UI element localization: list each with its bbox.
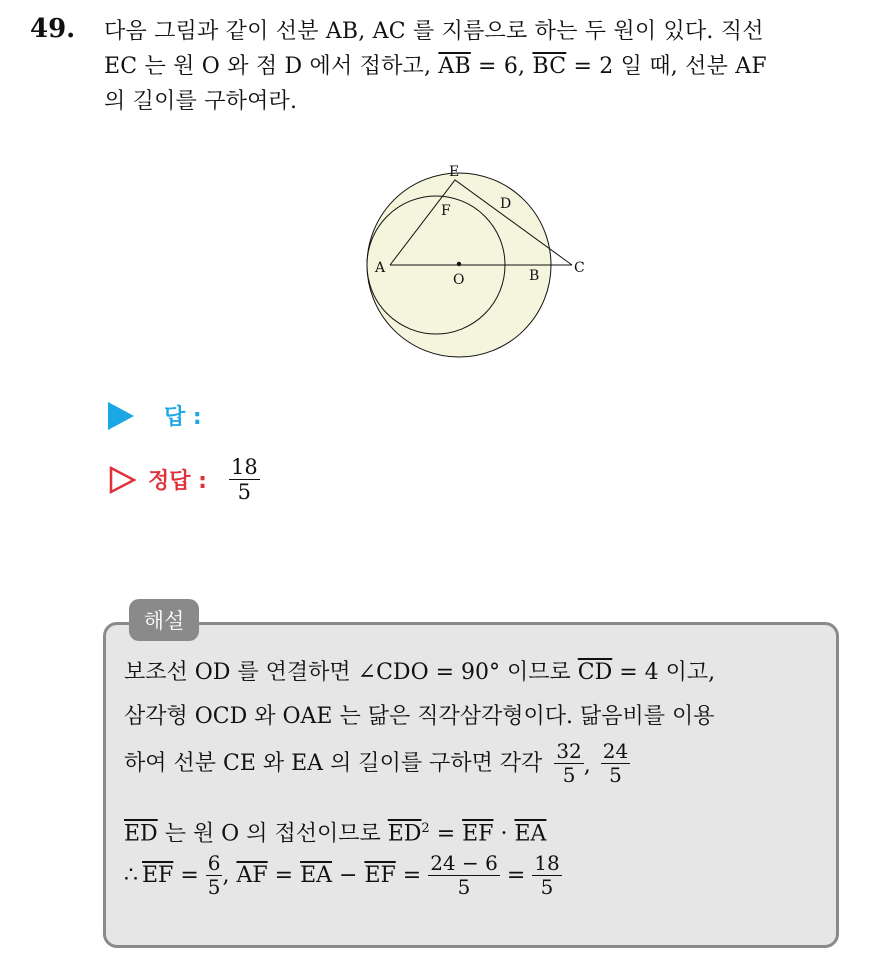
segment-ea-2: $\overline{EA}$ <box>300 862 333 888</box>
sol-eq3: = <box>395 862 429 888</box>
segment-ef-2: $\overline{EF}$ <box>142 862 174 888</box>
question-line-3: 의 길이를 구하여라. <box>104 89 298 114</box>
label-c: C <box>574 260 585 276</box>
fraction-24-5 <box>601 740 630 787</box>
sol-comma-2: , <box>222 862 237 888</box>
segment-ed: $\overline{ED}$ <box>124 821 158 847</box>
segment-af: $\overline{AF}$ <box>236 862 268 888</box>
solution-line-5 <box>124 852 562 899</box>
answer-label: 답 : <box>164 405 202 430</box>
solution-line-2: 삼각형 OCD 와 OAE 는 닮은 직각삼각형이다. 닮음비를 이용 <box>124 704 715 729</box>
question-text <box>104 14 864 119</box>
label-d: D <box>500 196 512 212</box>
sol-minus: − <box>332 862 365 888</box>
frac3-den: 5 <box>207 875 221 899</box>
question-line-1: 다음 그림과 같이 선분 AB, AC 를 지름으로 하는 두 원이 있다. 직선 <box>104 19 764 44</box>
frac1-den: 5 <box>562 763 576 787</box>
sol-comma: , <box>583 753 591 778</box>
sol-l4-a: 는 원 O 의 접선이므로 <box>157 821 388 847</box>
frac4-den: 5 <box>457 875 471 899</box>
sol-l4-b: = <box>429 821 463 847</box>
sol-l4-dot: · <box>493 821 515 847</box>
therefore-symbol: ∴ <box>124 862 138 888</box>
solution-line-4 <box>124 814 546 849</box>
segment-bc: $\overline{BC}$ <box>532 54 567 79</box>
segment-ed-2: $\overline{ED}$ <box>387 821 422 847</box>
correct-fraction <box>229 455 260 504</box>
sol-eq1: = <box>173 862 206 888</box>
solution-line-3 <box>124 740 630 787</box>
frac4-num: 24 − 6 <box>430 851 498 875</box>
correct-answer-row <box>108 455 260 504</box>
answer-row <box>108 400 202 431</box>
segment-ef: $\overline{EF}$ <box>462 821 494 847</box>
frac2-den: 5 <box>609 763 622 787</box>
correct-label: 정답 : <box>148 469 207 495</box>
segment-ef-3: $\overline{EF}$ <box>364 862 396 888</box>
frac2-num: 24 <box>602 739 629 763</box>
question-line-2a: EC 는 원 O 와 점 D 에서 접하고, <box>104 54 439 79</box>
eq-2: = 2 일 때, 선분 AF <box>566 54 767 79</box>
solution-tag: 해설 <box>129 599 199 641</box>
frac1-num: 32 <box>556 739 582 763</box>
label-a: A <box>375 260 386 276</box>
geometry-svg <box>366 160 596 365</box>
label-b: B <box>529 268 540 284</box>
question-line-2 <box>104 49 864 84</box>
correct-numerator: 18 <box>230 455 258 479</box>
label-o: O <box>453 272 465 288</box>
correct-denominator: 5 <box>237 480 252 505</box>
sol-eq4: = <box>499 862 533 888</box>
fraction-32-5 <box>554 740 583 787</box>
sol-l1-a: 보조선 OD 를 연결하면 ∠CDO = 90° 이므로 <box>124 660 578 685</box>
sol-l3-text: 하여 선분 CE 와 EA 의 길이를 구하면 각각 <box>124 750 543 776</box>
geometry-figure <box>366 160 596 365</box>
fraction-18-5 <box>532 852 561 899</box>
sol-eq2: = <box>267 862 301 888</box>
segment-ea: $\overline{EA}$ <box>514 821 547 847</box>
frac5-den: 5 <box>540 875 554 899</box>
play-icon <box>108 402 134 430</box>
outline-play-icon <box>108 465 138 495</box>
frac5-num: 18 <box>534 851 560 875</box>
segment-cd: $\overline{CD}$ <box>577 660 613 685</box>
question-number: 49. <box>30 14 76 44</box>
sol-l1-b: = 4 이고, <box>612 660 716 685</box>
exponent-2: 2 <box>421 821 430 836</box>
solution-line-1 <box>124 658 715 688</box>
segment-ab: $\overline{AB}$ <box>438 54 471 79</box>
fraction-24-6-5 <box>428 852 500 899</box>
label-f: F <box>441 203 451 219</box>
eq-6: = 6, <box>470 54 533 79</box>
label-e: E <box>449 164 460 180</box>
center-o-dot <box>457 262 461 266</box>
fraction-6-5 <box>206 852 223 899</box>
frac3-num: 6 <box>207 851 221 875</box>
